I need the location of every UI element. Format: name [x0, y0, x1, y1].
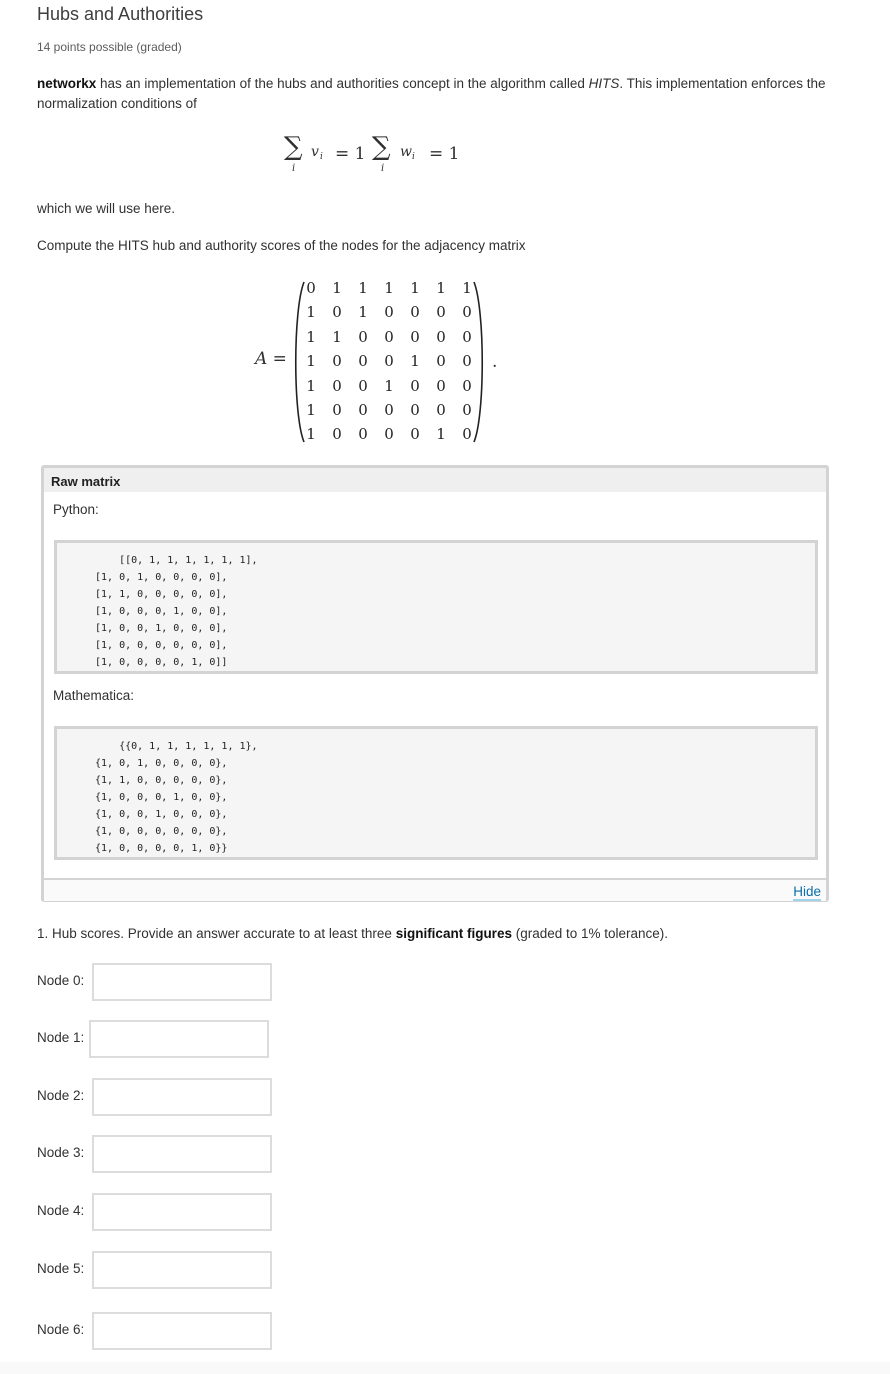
matrix-cell: 1 — [462, 279, 472, 297]
raw-matrix-header — [44, 468, 826, 492]
matrix-cell: 0 — [410, 425, 420, 444]
intro-text-1: has an implementation of the hubs and authorities concept in the algorithm called — [96, 76, 589, 91]
question-text-suffix: (graded to 1% tolerance). — [511, 926, 669, 941]
matrix-cell: 0 — [384, 401, 394, 419]
code-line: [[0, 1, 1, 1, 1, 1, 1], — [95, 555, 258, 566]
intro-paragraph — [37, 74, 827, 114]
matrix-cell: 1 — [436, 425, 446, 444]
matrix-cell: 0 — [410, 303, 420, 322]
code-line: {1, 0, 0, 0, 0, 1, 0}} — [95, 843, 228, 854]
code-line: {1, 0, 0, 0, 1, 0, 0}, — [95, 792, 228, 803]
code-line: {1, 0, 0, 1, 0, 0, 0}, — [95, 809, 228, 820]
node-6-label: Node 6: — [37, 1322, 85, 1337]
node-1-input[interactable] — [89, 1020, 269, 1058]
v-variable: v — [311, 144, 319, 160]
python-code-block[interactable] — [54, 540, 818, 674]
matrix-cell: 0 — [332, 376, 342, 395]
code-line: [1, 0, 1, 0, 0, 0, 0], — [95, 572, 228, 583]
code-line: {1, 0, 1, 0, 0, 0, 0}, — [95, 758, 228, 769]
matrix-row — [300, 328, 480, 352]
node-3-input[interactable] — [92, 1135, 272, 1173]
node-4-input[interactable] — [92, 1193, 272, 1231]
node-5-label: Node 5: — [37, 1261, 85, 1276]
code-line: [1, 0, 0, 1, 0, 0, 0], — [95, 623, 228, 634]
matrix-row — [300, 303, 480, 327]
matrix-cell: 1 — [384, 376, 394, 395]
matrix-cell: 0 — [358, 327, 368, 346]
matrix-cell: 0 — [462, 352, 472, 371]
code-line: [1, 0, 0, 0, 0, 1, 0]] — [95, 657, 228, 668]
v-equals-one: = 1 — [335, 144, 366, 164]
matrix-cell: 0 — [436, 376, 446, 395]
w-equals-one: = 1 — [429, 144, 460, 164]
matrix-cell: 0 — [436, 352, 446, 371]
matrix-cell: 0 — [410, 376, 420, 395]
matrix-cell: 0 — [384, 352, 394, 371]
matrix-cell: 1 — [306, 303, 316, 322]
matrix-cell: 0 — [358, 425, 368, 444]
node-0-input[interactable] — [92, 963, 272, 1001]
matrix-cell: 1 — [332, 327, 342, 346]
node-0-label: Node 0: — [37, 973, 85, 988]
matrix-cell: 0 — [462, 425, 472, 444]
matrix-cell: 0 — [332, 401, 342, 419]
compute-text: Compute the HITS hub and authority scores of the nodes for the adjacency matrix — [37, 238, 526, 253]
question-hub-scores — [37, 924, 827, 944]
matrix-cell: 1 — [306, 327, 316, 346]
code-line: {1, 1, 0, 0, 0, 0, 0}, — [95, 775, 228, 786]
v-subscript: i — [320, 152, 323, 162]
matrix-cell: 1 — [306, 425, 316, 444]
node-2-input[interactable] — [92, 1078, 272, 1116]
sum-index: i — [292, 163, 296, 174]
matrix-period: . — [492, 352, 498, 372]
matrix-label: A = — [255, 349, 287, 369]
code-line: {1, 0, 0, 0, 0, 0, 0}, — [95, 826, 228, 837]
w-subscript: i — [412, 152, 415, 162]
python-label: Python: — [53, 502, 99, 517]
matrix-cell: 0 — [410, 327, 420, 346]
node-2-label: Node 2: — [37, 1088, 85, 1103]
matrix-cell: 1 — [384, 279, 394, 297]
node-5-input[interactable] — [92, 1251, 272, 1289]
which-text: which we will use here. — [37, 201, 176, 216]
matrix-cell: 0 — [358, 376, 368, 395]
matrix-cell: 0 — [384, 303, 394, 322]
matrix-cell: 0 — [436, 401, 446, 419]
matrix-cell: 1 — [410, 279, 420, 297]
matrix-cell: 1 — [358, 279, 368, 297]
matrix-cell: 1 — [410, 352, 420, 371]
matrix-cell: 1 — [358, 303, 368, 322]
node-4-label: Node 4: — [37, 1203, 85, 1218]
matrix-row — [300, 352, 480, 376]
networkx-term: networkx — [37, 76, 97, 91]
sum-symbol: ∑ — [372, 132, 391, 162]
matrix-cell: 1 — [306, 376, 316, 395]
matrix-cell: 0 — [436, 303, 446, 322]
question-text: 1. Hub scores. Provide an answer accurate to at least three — [37, 926, 396, 941]
matrix-row — [300, 425, 480, 449]
code-line: {{0, 1, 1, 1, 1, 1, 1}, — [95, 741, 258, 752]
hits-term: HITS — [588, 76, 620, 91]
node-6-input[interactable] — [92, 1312, 272, 1350]
sum-symbol: ∑ — [284, 132, 303, 162]
mathematica-label: Mathematica: — [53, 688, 135, 703]
problem-title: Hubs and Authorities — [37, 4, 204, 24]
node-3-label: Node 3: — [37, 1145, 85, 1160]
matrix-row — [300, 377, 480, 401]
matrix-cell: 1 — [306, 401, 316, 419]
points-possible: 14 points possible (graded) — [37, 40, 182, 54]
code-line: [1, 0, 0, 0, 1, 0, 0], — [95, 606, 228, 617]
node-1-label: Node 1: — [37, 1030, 85, 1045]
matrix-cell: 0 — [462, 401, 472, 419]
next-question-cutoff — [0, 1362, 890, 1374]
sum-index: i — [381, 163, 385, 174]
code-line: [1, 1, 0, 0, 0, 0, 0], — [95, 589, 228, 600]
matrix-cell: 1 — [332, 279, 342, 297]
matrix-cell: 0 — [332, 352, 342, 371]
raw-matrix-footer — [44, 878, 826, 901]
matrix-cell: 0 — [306, 279, 316, 297]
matrix-cell: 0 — [462, 376, 472, 395]
w-variable: w — [400, 144, 412, 160]
matrix-cell: 0 — [332, 425, 342, 444]
matrix-cell: 0 — [410, 401, 420, 419]
significant-figures-term: significant figures — [395, 926, 512, 941]
matrix-cell: 0 — [462, 303, 472, 322]
matrix-cell: 1 — [436, 279, 446, 297]
matrix-cell: 0 — [462, 327, 472, 346]
matrix-cell: 0 — [384, 327, 394, 346]
mathematica-code-block[interactable] — [54, 726, 818, 860]
matrix-row — [300, 401, 480, 425]
matrix-cell: 0 — [358, 352, 368, 371]
matrix-cell: 0 — [384, 425, 394, 444]
raw-matrix-title: Raw matrix — [51, 474, 121, 489]
matrix-row — [300, 279, 480, 303]
matrix-cell: 0 — [436, 327, 446, 346]
hide-link[interactable]: Hide — [793, 884, 821, 899]
matrix-cell: 1 — [306, 352, 316, 371]
intro-text-2: . This implementation enforces the normalization conditions of — [37, 76, 826, 111]
code-line: [1, 0, 0, 0, 0, 0, 0], — [95, 640, 228, 651]
matrix-cell: 0 — [358, 401, 368, 419]
matrix-cell: 0 — [332, 303, 342, 322]
